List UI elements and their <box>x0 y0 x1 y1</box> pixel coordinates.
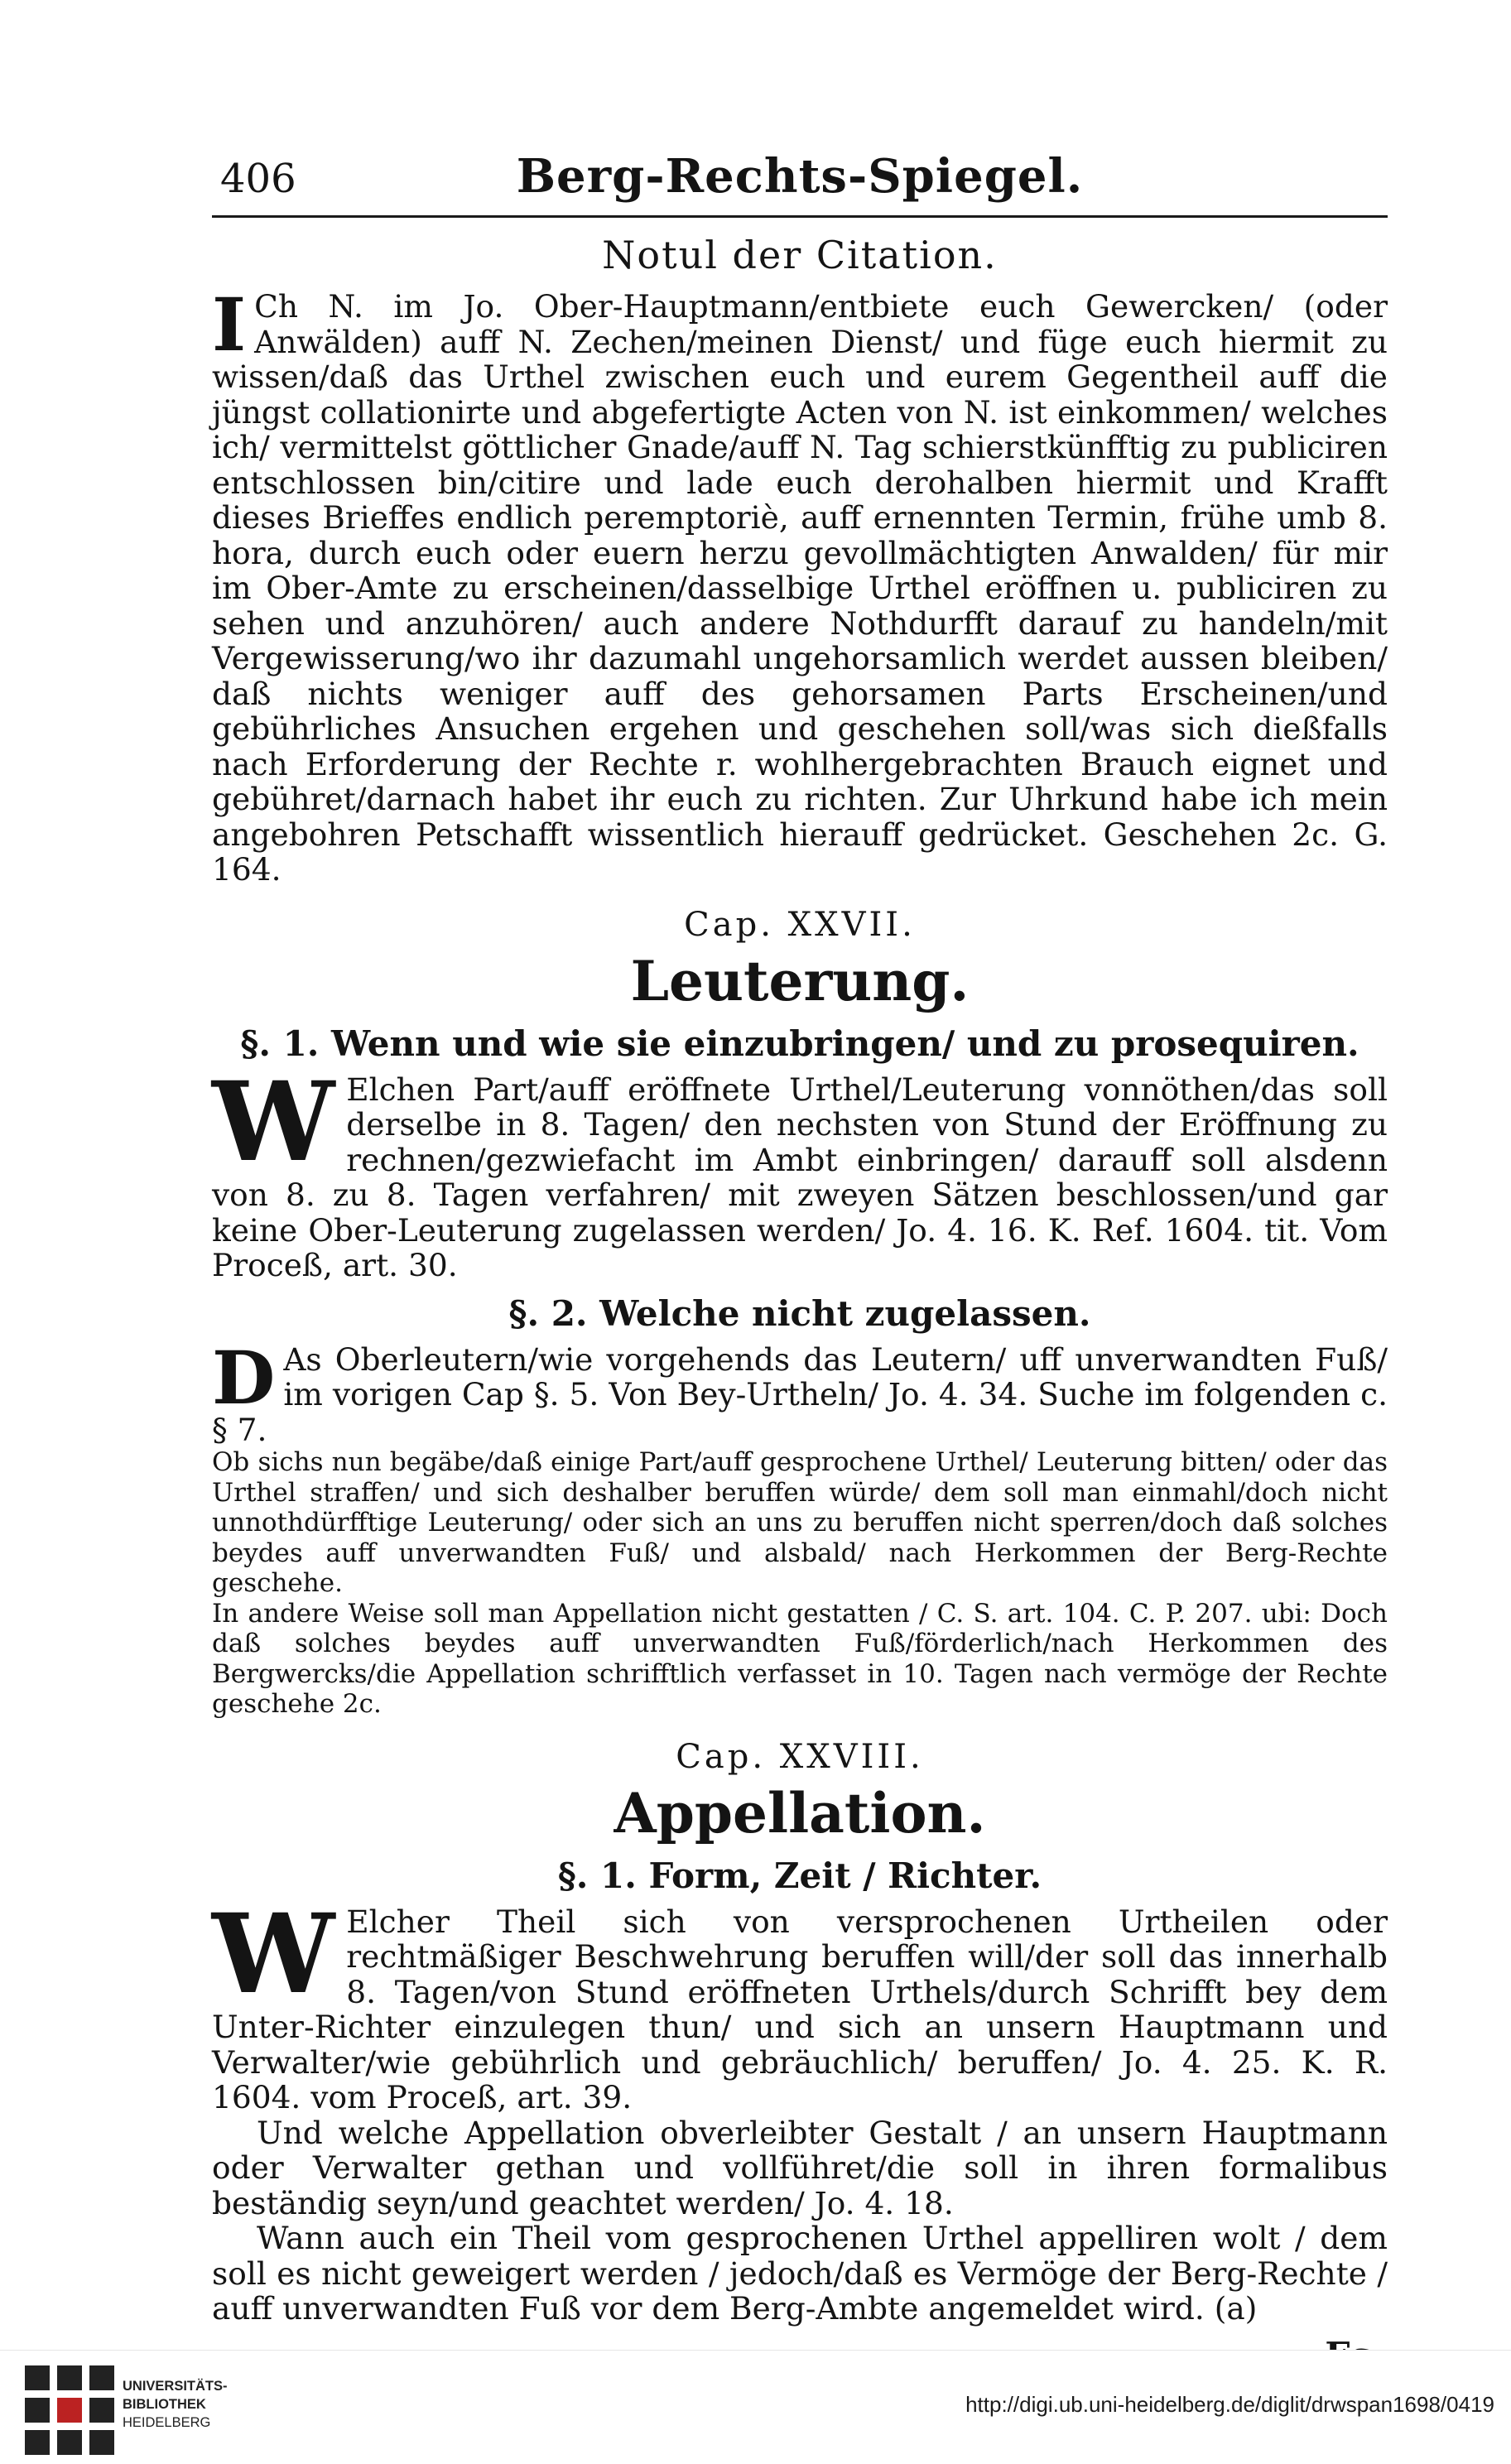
section-heading: §. 2. Welche nicht zugelassen. <box>508 1292 1091 1334</box>
paragraph: Und welche Appellation obverleibter Gestalt / an unsern Hauptmann oder Verwalter gethan und vollführet/die soll in ihren formalibus beständig seyn/und geachtet werden/ Jo. 4. 18. <box>212 2114 1388 2221</box>
paragraph: Wann auch ein Theil vom gesprochenen Urthel appelliren wolt / dem soll es nicht geweigert werden / jedoch/daß es Vermöge der Berg-Rechte / auff unverwandten Fuß vor dem Berg-Ambte angemeldet wird. (a) <box>212 2220 1388 2327</box>
library-name: UNIVERSITÄTS- BIBLIOTHEK HEIDELBERG <box>123 2379 228 2430</box>
paragraph-text: Elcher Theil sich von versprochenen Urtheilen oder rechtmäßiger Beschwehrung beruffen will/der soll das innerhalb 8. Tagen/von Stund eröffneten Urthels/durch Schrifft bey dem Unter-Richter einzulegen thun/ und sich an unsern Hauptmann und Verwalter/wie gebührlich und gebräuchlich/ beruffen/ Jo. 4. 25. K. R. 1604. vom Proceß, art. 39. <box>212 1903 1388 2115</box>
paragraph-text: As Oberleutern/wie vorgehends das Leutern/ uff unverwandten Fuß/ im vorigen Cap §. 5. Von Bey-Urtheln/ Jo. 4. 34. Suche im folgenden c. § 7. <box>212 1340 1388 1448</box>
chapter-title: Appellation. <box>614 1780 986 1846</box>
running-title: Berg-Rechts-Spiegel. <box>516 149 1084 204</box>
paragraph-text: Elchen Part/auff eröffnete Urthel/Leuterung vonnöthen/das soll derselbe in 8. Tagen/ den nechsten von Stund der Eröffnung zu rechnen/gezwiefacht im Ambt einbringen/ darauff soll alsdenn von 8. zu 8. Tagen verfahren/ mit zweyen Sätzen beschlossen/und gar keine Ober-Leuterung zugelassen werden/ Jo. 4. 16. K. Ref. 1604. tit. Vom Proceß, art. 30. <box>212 1071 1388 1283</box>
paragraph <box>212 1334 1388 1448</box>
footer-bar <box>0 2350 1511 2464</box>
note-paragraph: In andere Weise soll man Appellation nicht gestatten / C. S. art. 104. C. P. 207. ubi: Doch daß solches beydes auff unverwandten Fuß/förderlich/nach Herkommen des Bergwercks/die Appellation schrifftlich verfasset in 10. Tagen nach vermöge der Rechte geschehe 2c. <box>212 1598 1388 1719</box>
chapter-title: Leuterung. <box>630 948 970 1013</box>
page-number: 406 <box>220 156 296 202</box>
permalink-url[interactable]: http://digi.ub.uni-heidelberg.de/diglit/drwspan1698/0419 <box>965 2392 1494 2417</box>
note-paragraph: Ob sichs nun begäbe/daß einige Part/auff gesprochene Urthel/ Leuterung bitten/ oder das Urthel straffen/ und sich deshalber beruffen würde/ dem soll man einmahl/doch nicht unnothdürfftige Leuterung/ oder sich an uns zu beruffen nicht sperren/doch daß solches beydes auff unverwandten Fuß/ und alsbald/ nach Herkommen der Berg-Rechte geschehe. <box>212 1447 1388 1598</box>
drop-cap: W <box>212 1057 335 1186</box>
section-heading: §. 1. Wenn und wie sie einzubringen/ und zu prosequiren. <box>240 1023 1359 1064</box>
paragraph <box>212 1057 1388 1283</box>
university-library-logo-icon <box>25 2365 114 2455</box>
drop-cap: W <box>212 1889 335 2019</box>
page-header <box>212 149 1388 218</box>
section-heading: §. 1. Form, Zeit / Richter. <box>557 1855 1042 1896</box>
drop-cap: I <box>212 282 247 368</box>
chapter-label: Cap. XXVII. <box>684 905 916 944</box>
chapter-label: Cap. XXVIII. <box>676 1737 924 1776</box>
page-text-block <box>212 149 1388 2375</box>
citation-text: Ch N. im Jo. Ober-Hauptmann/entbiete euch Gewercken/ (oder Anwälden) auff N. Zechen/meinen Dienst/ und füge euch hiermit zu wissen/daß das Urthel zwischen euch und eurem Gegentheil auff die jüngst collationirte und abgefertigte Acten von N. ist einkommen/ welches ich/ vermittelst göttlicher Gnade/auff N. Tag schierstkünfftig zu publiciren entschlossen bin/citire und lade euch derohalben hiermit und Krafft dieses Brieffes endlich peremptoriè, auff ernennten Termin, frühe umb 8. hora, durch euch oder euern herzu gevollmächtigten Anwalden/ für mir im Ober-Amte zu erscheinen/dasselbige Urthel eröffnen u. publiciren zu sehen und anzuhören/ auch andere Nothdurfft darauf zu handeln/mit Vergewisserung/wo ihr dazumahl ungehorsamlich werdet aussen bleiben/ daß nichts weniger auff des gehorsamen Parts Erscheinen/und gebührliches Ansuchen ergehen und geschehen soll/was sich dießfalls nach Erforderung der Rechte r. wohlhergebrachten Brauch eignet und gebühret/darnach habet ihr euch zu richten. Zur Uhrkund habe ich mein angebohren Petschafft wissentlich hierauff gedrücket. Geschehen 2c. G. 164. <box>212 288 1388 888</box>
citation-paragraph <box>212 282 1388 888</box>
drop-cap: D <box>212 1334 276 1421</box>
paragraph <box>212 1889 1388 2115</box>
section-title-notul: Notul der Citation. <box>602 233 998 277</box>
